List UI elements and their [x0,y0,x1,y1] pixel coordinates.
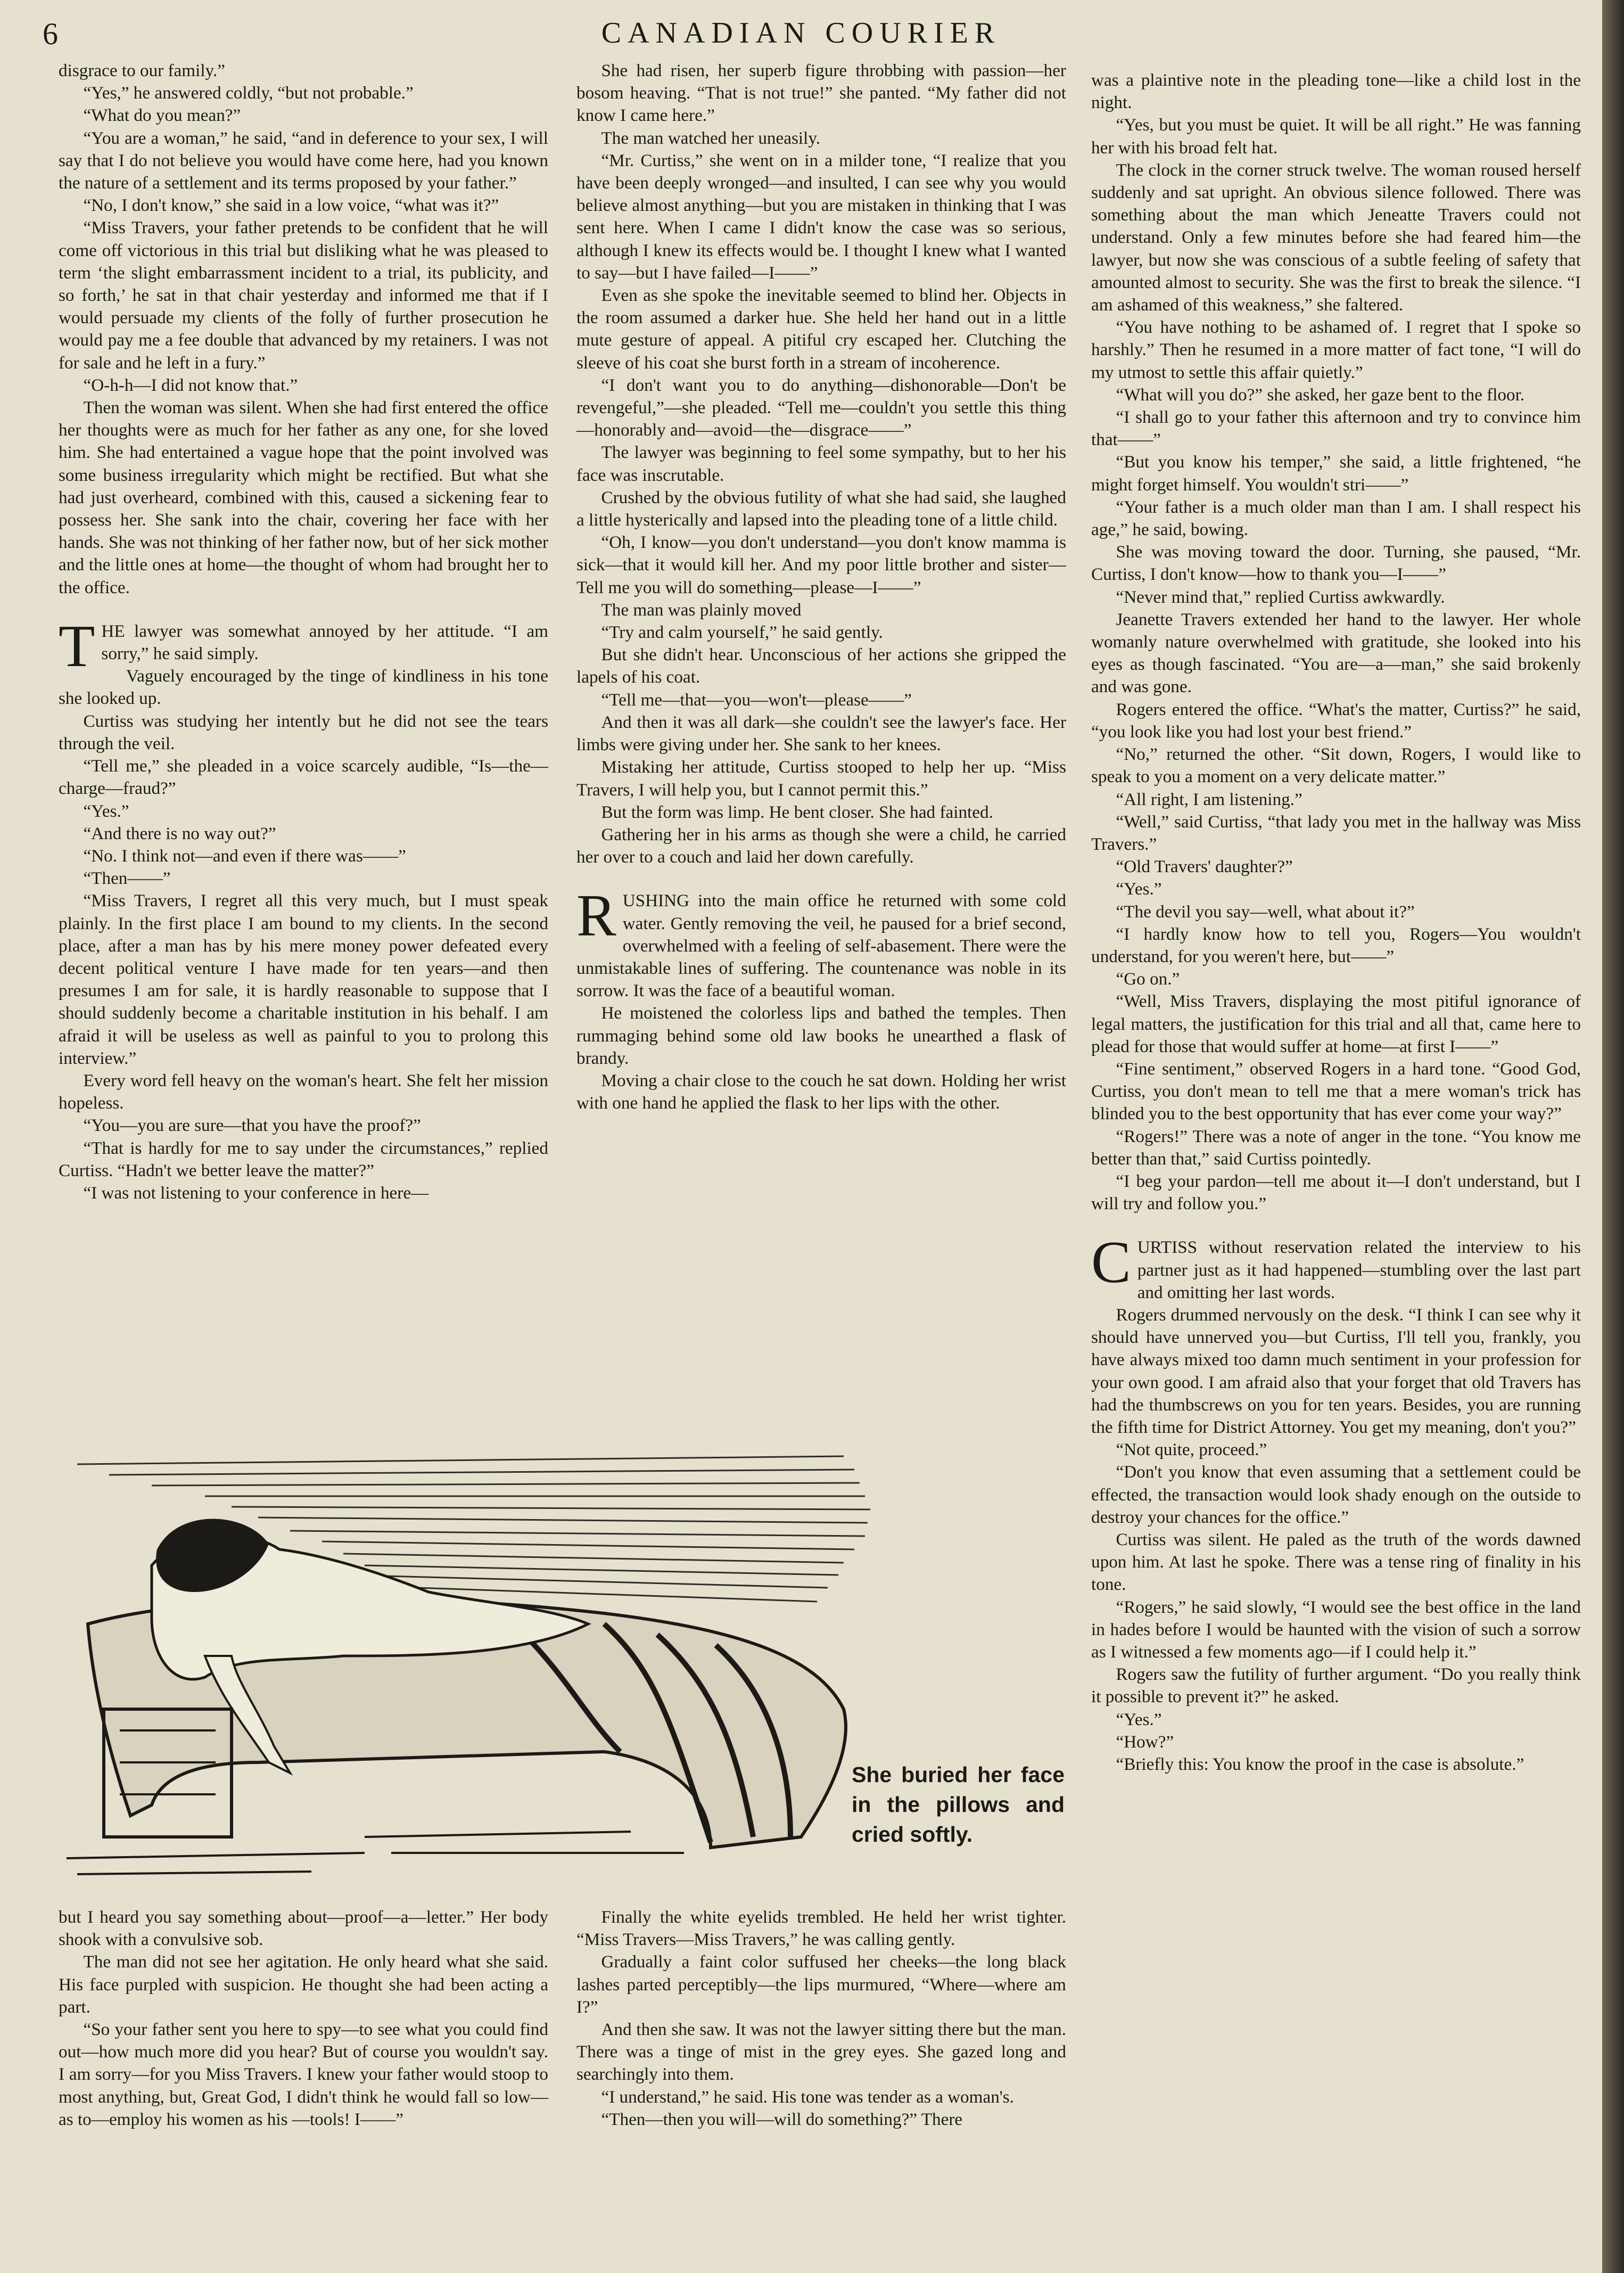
page-number: 6 [43,17,58,51]
paragraph: “Oh, I know—you don't understand—you don't know mamma is sick—that it would kill her. And my poor little brother and sister—Tell me you will do something—please—I——” [576,532,1066,597]
column-2 [576,60,1066,1114]
paragraph: “You have nothing to be ashamed of. I regret that I spoke so harshly.” Then he resumed in a more matter of fact tone, “I will do my utmost to settle this affair quietly.” [1091,317,1581,382]
paragraph: “That is hardly for me to say under the circumstances,” replied Curtiss. “Hadn't we better leave the matter?” [59,1138,548,1180]
paragraph: “But you know his temper,” she said, a little frightened, “he might forget himself. You wouldn't stri——” [1091,452,1581,495]
paragraph: was a plaintive note in the pleading tone—like a child lost in the night. [1091,70,1581,113]
paragraph: disgrace to our family.” [59,61,226,80]
paragraph: Then the woman was silent. When she had first entered the office her thoughts were as much for her father as any one, for she loved him. She had entertained a vague hope that the point involved was some business irregularity which might be rectified. But what she had just overheard, combined with this, caused a sickening fear to possess her. She sank into the chair, covering her face with her hands. She was not thinking of her father now, but of her sick mother and the little ones at home—the thought of whom had brought her to the office. [59,398,548,597]
paragraph: The man did not see her agitation. He only heard what she said. His face purpled with suspicion. He thought she had been acting a part. [59,1952,548,2017]
paragraph: “What will you do?” she asked, her gaze bent to the floor. [1116,384,1525,405]
paragraph: And then she saw. It was not the lawyer sitting there but the man. There was a tinge of mist in the grey eyes. She gazed long and searchingly into them. [576,2020,1066,2085]
page-edge-shadow [1602,0,1624,2273]
paragraph: “You—you are sure—that you have the proof?” [83,1115,421,1136]
paragraph: “I shall go to your father this afternoon and try to convince him that——” [1091,407,1581,450]
paragraph: “I beg your pardon—tell me about it—I don't understand, but I will try and follow you.” [1091,1171,1581,1214]
column-3 [1091,69,1581,1776]
paragraph: Even as she spoke the inevitable seemed to blind her. Objects in the room assumed a darker hue. She held her hand out in a little mute gesture of appeal. A pitiful cry escaped her. Clutching the sleeve of his coat she burst forth in a stream of incoherence. [576,285,1066,373]
drop-cap: T [59,613,95,679]
paragraph: “Yes,” he answered coldly, “but not probable.” [83,83,414,103]
paragraph: And then it was all dark—she couldn't see the lawyer's face. Her limbs were giving under her. She sank to her knees. [576,712,1066,755]
paragraph: “No. I think not—and even if there was——” [83,846,406,866]
illustration-caption: She buried her face in the pillows and cried softly. [852,1762,1065,1847]
paragraph: Rogers saw the futility of further argument. “Do you really think it possible to prevent it?” he asked. [1091,1664,1581,1707]
paragraph: She had risen, her superb figure throbbing with passion—her bosom heaving. “That is not true!” she panted. “My father did not know I came here.” [576,61,1066,126]
paragraph: “Briefly this: You know the proof in the case is absolute.” [1116,1754,1524,1775]
paragraph: “Yes.” [1116,1709,1162,1729]
paragraph: “What do you mean?” [83,105,241,126]
paragraph: Gathering her in his arms as though she were a child, he carried her over to a couch and laid her down carefully. [576,824,1066,867]
paragraph: Crushed by the obvious futility of what she had said, she laughed a little hysterically and lapsed into the pleading tone of a little child. [576,487,1066,530]
paragraph: “You are a woman,” he said, “and in deference to your sex, I will say that I do not believe you would have come here, had you known the nature of a settlement and its terms proposed by your father.” [59,128,548,193]
paragraph: Moving a chair close to the couch he sat down. Holding her wrist with one hand he applied the flask to her lips with the other. [576,1070,1066,1113]
paragraph: “Old Travers' daughter?” [1116,857,1293,877]
paragraph: “Go on.” [1116,969,1180,989]
paragraph: “Then—then you will—will do something?” There [601,2109,963,2129]
paragraph: “Never mind that,” replied Curtiss awkwardly. [1116,587,1445,607]
paragraph: “Your father is a much older man than I am. I shall respect his age,” he said, bowing. [1091,497,1581,540]
paragraph: The man watched her uneasily. [601,128,821,148]
paragraph: “Yes.” [83,801,129,821]
paragraph: “No, I don't know,” she said in a low voice, “what was it?” [83,195,499,216]
paragraph: “Rogers,” he said slowly, “I would see the best office in the land in hades before I would be haunted with the vision of such a sorrow as I witnessed a few moments ago—if I could help it.” [1091,1597,1581,1662]
paragraph: She was moving toward the door. Turning, she paused, “Mr. Curtiss, I don't know—how to thank you—I——” [1091,542,1581,585]
paragraph: “I understand,” he said. His tone was tender as a woman's. [601,2087,1014,2107]
paragraph: “So your father sent you here to spy—to see what you could find out—how much more did you hear? But of course you wouldn't say. I am sorry—for you Miss Travers. I knew your father would stoop to most anything, but, Great God, I didn't think he would fall so low—as to—employ his women as his —tools! I——” [59,2020,548,2129]
paragraph: “Tell me—that—you—won't—please——” [601,690,912,710]
paragraph: “Tell me,” she pleaded in a voice scarcely audible, “Is—the—charge—fraud?” [59,756,548,799]
paragraph: “Mr. Curtiss,” she went on in a milder tone, “I realize that you have been deeply wronged—and insulted, I can see why you would believe almost anything—but you are mistaken in thinking that I was sent here. When I came I didn't know the case was so serious, although I knew its effects would be. I thought I knew what I wanted to say—but I have failed—I——” [576,150,1066,283]
paragraph: “Rogers!” There was a note of anger in the tone. “You know me better than that,” said Curtiss pointedly. [1091,1126,1581,1169]
paragraph: “Miss Travers, I regret all this very much, but I must speak plainly. In the first place I am bound to my clients. In the second place, after a man has by his mere money power defeated every decent political venture I have made for ten years—and then presumes I am for sale, it is hardly reasonable to suppose that I should suddenly become a charitable institution in his behalf. I am afraid it will be useless as well as painful to you to prolong this interview.” [59,891,548,1068]
paragraph: “Miss Travers, your father pretends to be confident that he will come off victorious in this trial but disliking what he was pleased to term ‘the slight embarrassment incident to a trial, its publicity, and so forth,’ he sat in that chair yesterday and informed me that if I would persuade my clients of the folly of further prosecution he would pay me a fee double that advanced by my retainers. I was not for sale and he left in a fury.” [59,218,548,373]
column-2-bottom [576,1906,1066,2131]
paragraph: “All right, I am listening.” [1116,789,1303,809]
paragraph: “Not quite, proceed.” [1116,1440,1267,1460]
paragraph: “Well,” said Curtiss, “that lady you met in the hallway was Miss Travers.” [1091,811,1581,854]
section-start-paragraph [59,613,548,679]
paragraph: “I don't want you to do anything—dishonorable—Don't be revengeful,”—she pleaded. “Tell me—couldn't you settle this thing—honorably and—avoid—the—disgrace——” [576,375,1066,440]
paragraph: “Try and calm yourself,” he said gently. [601,622,883,643]
paragraph: Jeanette Travers extended her hand to the lawyer. Her whole womanly nature overwhelmed with gratitude, she looked into his eyes as though fascinated. “You are—a—man,” she said brokenly and was gone. [1091,609,1581,697]
paragraph: “The devil you say—well, what about it?” [1116,901,1415,922]
paragraph: Every word fell heavy on the woman's heart. She felt her mission hopeless. [59,1070,548,1113]
column-1-bottom [59,1906,548,2131]
paragraph: “Don't you know that even assuming that a settlement could be effected, the transaction would look shady enough on the outside to destroy your chances for the office.” [1091,1462,1581,1527]
drop-cap: R [576,883,616,949]
paragraph: The clock in the corner struck twelve. The woman roused herself suddenly and sat upright. An obvious silence followed. There was something about the man which Jeneatte Travers could not understand. Only a few minutes before she had feared him—the lawyer, but now she was conscious of a subtle feeling of safety that amounted almost to security. She was the first to break the silence. “I am ashamed of this weakness,” she faltered. [1091,160,1581,315]
paragraph: “Fine sentiment,” observed Rogers in a hard tone. “Good God, Curtiss, you don't mean to tell me that a mere woman's trick has blinded you to the best opportunity that has ever come your way?” [1091,1058,1581,1124]
masthead: CANADIAN COURIER [601,17,1001,50]
paragraph: “Yes, but you must be quiet. It will be all right.” He was fanning her with his broad felt hat. [1091,115,1581,158]
section-lead-text: URTISS without reservation related the interview to his partner just as it had happened—stumbling over the last part and omitting her last words. [1137,1237,1581,1302]
paragraph: He moistened the colorless lips and bathed the temples. Then rummaging behind some old law books he unearthed a flask of brandy. [576,1003,1066,1068]
paragraph: But she didn't hear. Unconscious of her actions she gripped the lapels of his coat. [576,645,1066,687]
paragraph: Curtiss was studying her intently but he did not see the tears through the veil. [59,711,548,753]
page-header [0,12,1602,54]
paragraph: The man was plainly moved [601,600,802,620]
paragraph: Mistaking her attitude, Curtiss stooped to help her up. “Miss Travers, I will help you, but I cannot permit this.” [576,757,1066,800]
paragraph: “No,” returned the other. “Sit down, Rogers, I would like to speak to you a moment on a very delicate matter.” [1091,744,1581,787]
paragraph: But the form was limp. He bent closer. She had fainted. [601,802,993,822]
section-lead-text: HE lawyer was somewhat annoyed by her attitude. “I am sorry,” he said simply. [101,621,548,664]
paragraph: Rogers entered the office. “What's the matter, Curtiss?” he said, “you look like you had lost your best friend.” [1091,699,1581,742]
drop-cap: C [1091,1229,1131,1296]
paragraph: “O-h-h—I did not know that.” [83,375,298,395]
paragraph: Rogers drummed nervously on the desk. “I think I can see why it should have unnerved you—but Curtiss, I'll tell you, frankly, you have always mixed too damn much sentiment in your profession for your own good. I am afraid also that your forget that old Travers has had the thumbscrews on you for ten years. Besides, you are running the fifth time for District Attorney. You get my meaning, don't you?” [1091,1304,1581,1437]
column-1 [59,60,548,1204]
paragraph: Curtiss was silent. He paled as the truth of the words dawned upon him. At last he spoke. There was a tense ring of finality in his tone. [1091,1530,1581,1595]
paragraph: Finally the white eyelids trembled. He held her wrist tighter. “Miss Travers—Miss Travers,” he was calling gently. [576,1907,1066,1950]
paragraph: “Then——” [83,868,171,889]
paragraph: “Well, Miss Travers, displaying the most pitiful ignorance of legal matters, the justification for this trial and all that, came here to plead for those that would suffer at home—at first I——” [1091,991,1581,1056]
paragraph: Gradually a faint color suffused her cheeks—the long black lashes parted perceptibly—the lips murmured, “Where—where am I?” [576,1952,1066,2017]
paragraph: “I hardly know how to tell you, Rogers—You wouldn't understand, for you weren't here, but——” [1091,924,1581,966]
paragraph: but I heard you say something about—proof—a—letter.” Her body shook with a convulsive sob. [59,1907,548,1950]
paragraph: The lawyer was beginning to feel some sympathy, but to her his face was inscrutable. [576,442,1066,485]
section-start-paragraph [576,883,1066,1002]
paragraph: “How?” [1116,1732,1174,1752]
section-start-paragraph [1091,1229,1581,1304]
paragraph: Vaguely encouraged by the tinge of kindliness in his tone she looked up. [59,666,548,709]
section-lead-text: USHING into the main office he returned with some cold water. Gently removing the veil, he paused for a brief second, overwhelmed with a feeling of self-abasement. There were the unmistakable lines of suffering. The countenance was noble in its sorrow. It was the face of a beautiful woman. [576,891,1066,1001]
paragraph: “Yes.” [1116,879,1162,899]
paragraph: “I was not listening to your conference in here— [83,1183,429,1203]
paragraph: “And there is no way out?” [83,823,276,843]
